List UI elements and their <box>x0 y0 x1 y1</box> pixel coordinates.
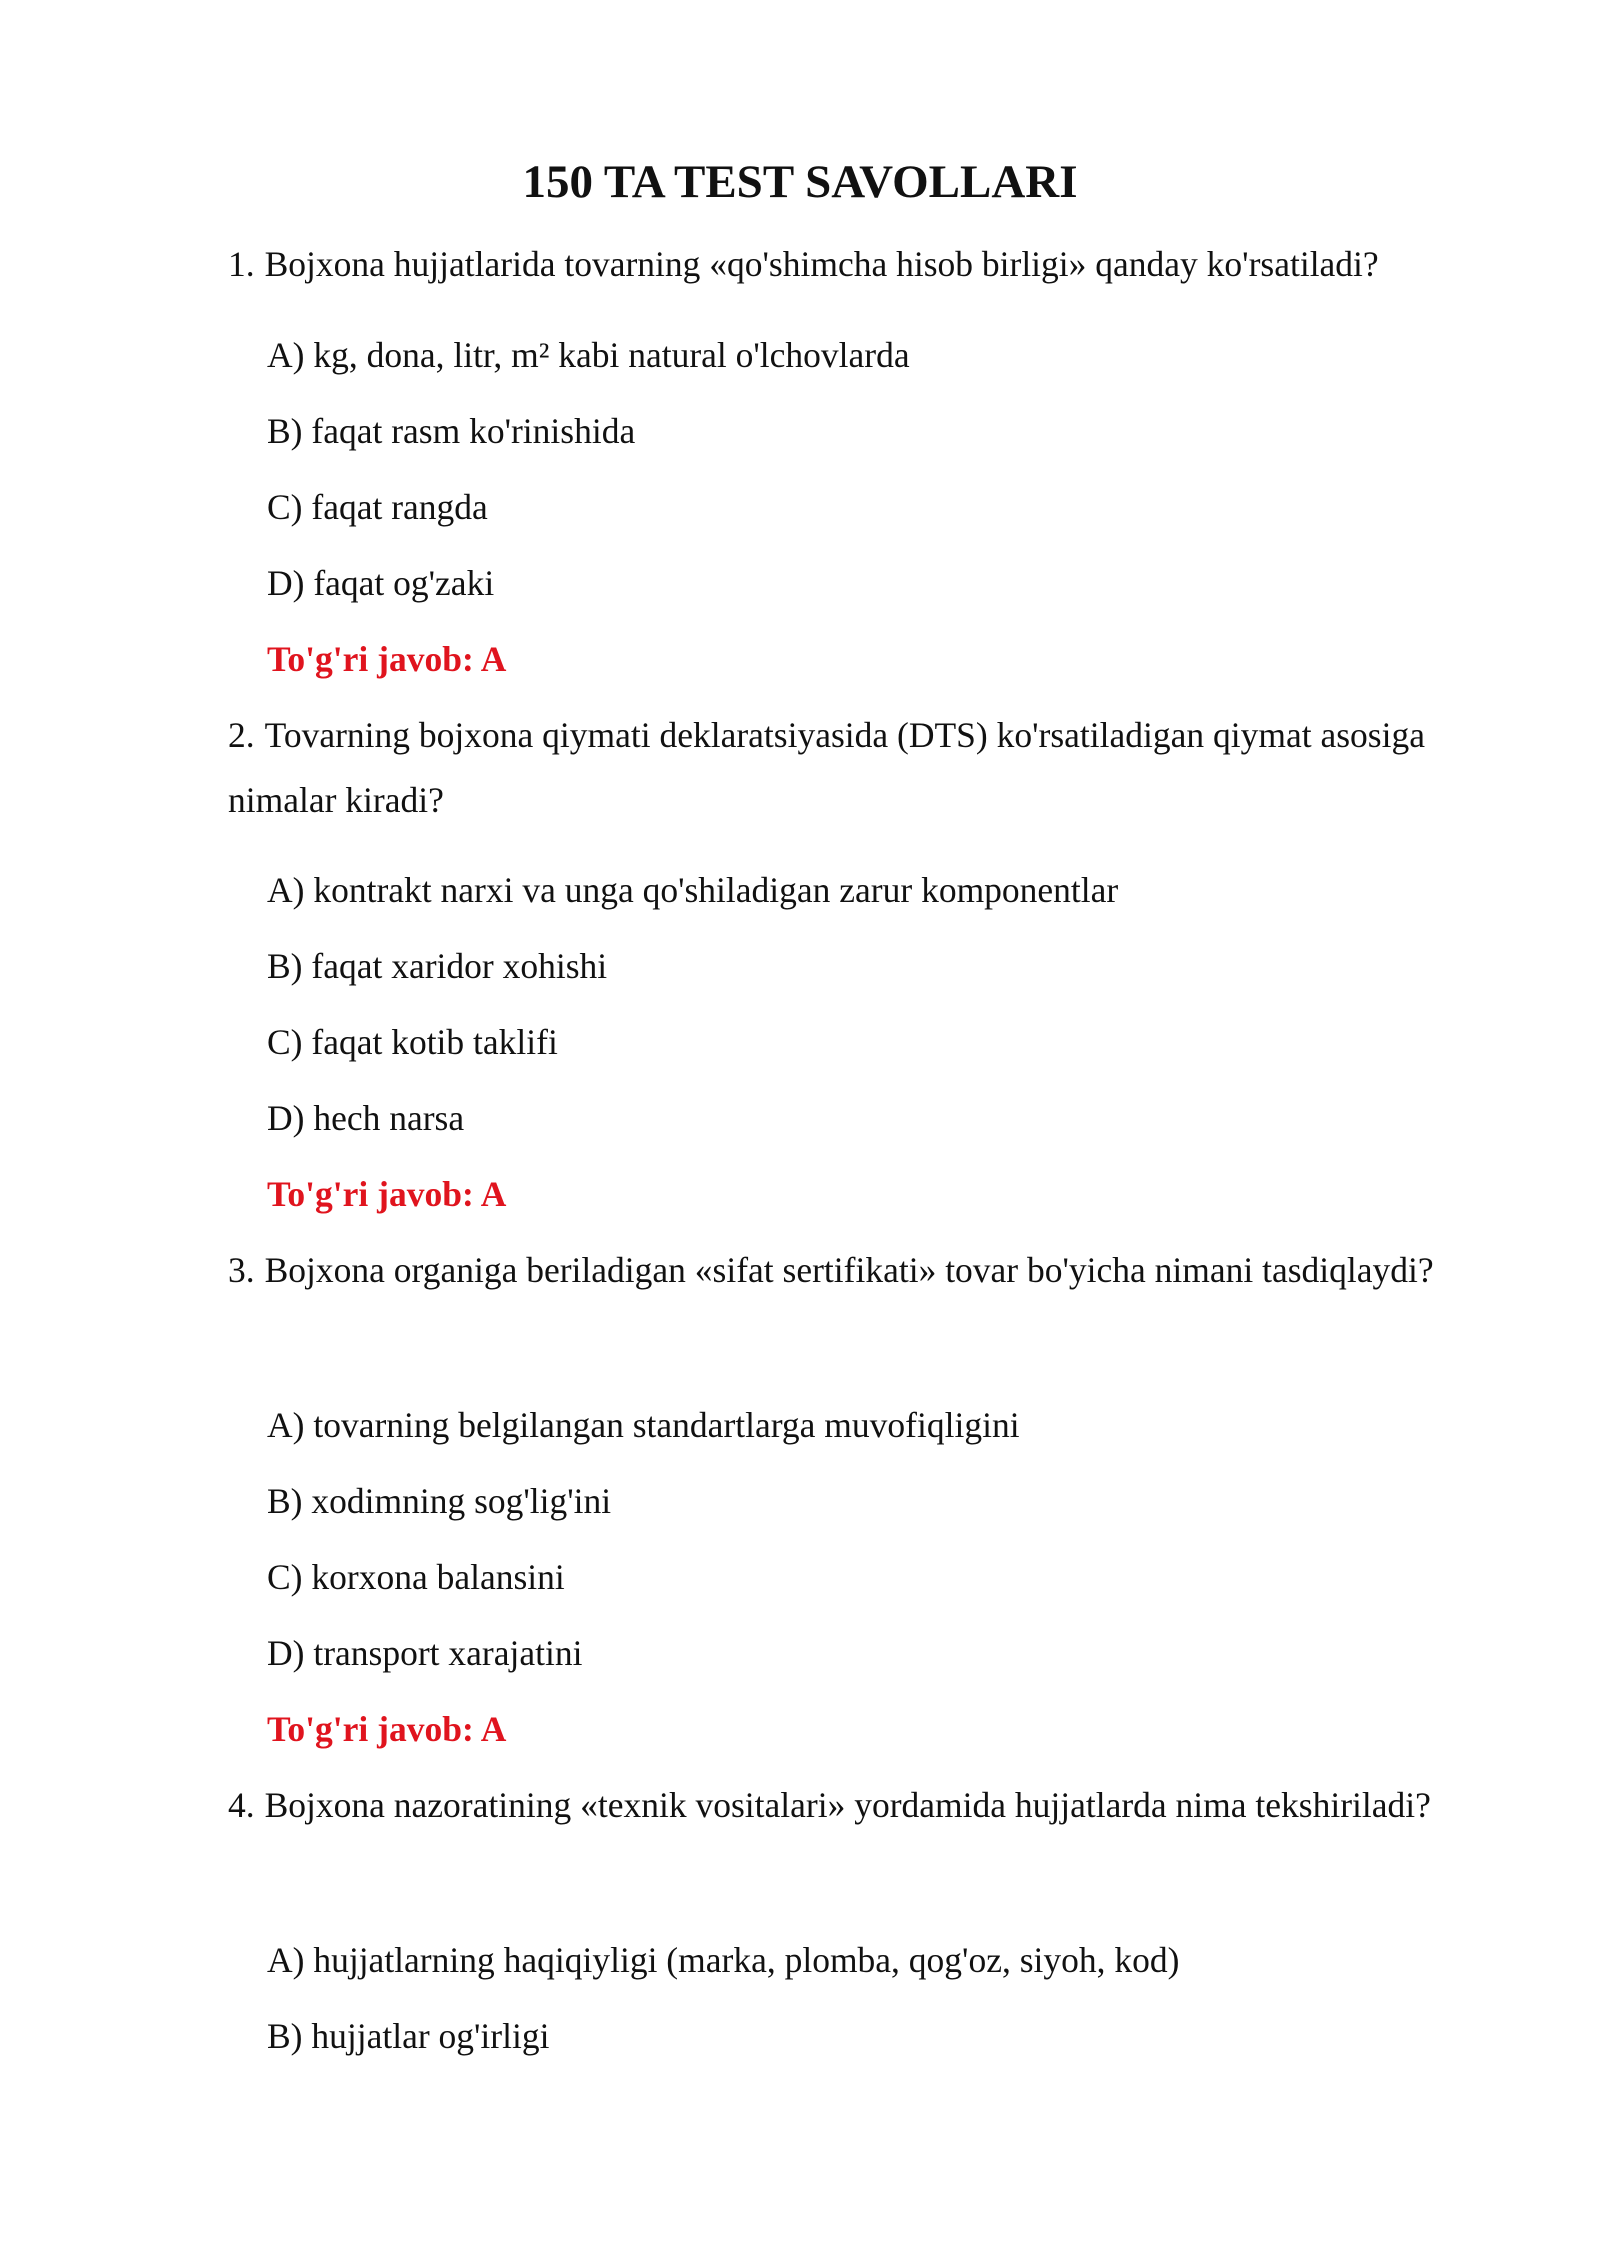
document-title: 150 TA TEST SAVOLLARI <box>522 156 1078 208</box>
option-c: C) faqat rangda <box>267 487 488 527</box>
option-b: B) faqat rasm ko'rinishida <box>267 411 636 451</box>
question-number: 2. <box>228 715 255 755</box>
option-a: A) kg, dona, litr, m² kabi natural o'lchovlarda <box>267 335 910 375</box>
correct-answer: To'g'ri javob: A <box>267 639 507 679</box>
option-b: B) hujjatlar og'irligi <box>267 2016 550 2056</box>
option-a: A) hujjatlarning haqiqiyligi (marka, plomba, qog'oz, siyoh, kod) <box>267 1940 1180 1980</box>
question-text: Bojxona nazoratining «texnik vositalari» yordamida hujjatlarda nima tekshiriladi? <box>264 1785 1431 1825</box>
correct-answer: To'g'ri javob: A <box>267 1174 507 1214</box>
option-c: C) korxona balansini <box>267 1557 565 1597</box>
question-number: 3. <box>228 1250 255 1290</box>
question-4 <box>228 1773 1458 1838</box>
option-b: B) xodimning sog'lig'ini <box>267 1481 612 1521</box>
option-d: D) hech narsa <box>267 1098 465 1138</box>
option-c: C) faqat kotib taklifi <box>267 1022 558 1062</box>
question-text: Tovarning bojxona qiymati deklaratsiyasida (DTS) ko'rsatiladigan qiymat asosiga nimalar kiradi? <box>228 715 1425 820</box>
question-number: 4. <box>228 1785 255 1825</box>
option-b: B) faqat xaridor xohishi <box>267 946 608 986</box>
question-number: 1. <box>228 244 255 284</box>
question-text: Bojxona hujjatlarida tovarning «qo'shimcha hisob birligi» qanday ko'rsatiladi? <box>264 244 1379 284</box>
question-3 <box>228 1238 1458 1303</box>
question-text: Bojxona organiga beriladigan «sifat sertifikati» tovar bo'yicha nimani tasdiqlaydi? <box>264 1250 1434 1290</box>
option-a: A) kontrakt narxi va unga qo'shiladigan zarur komponentlar <box>267 870 1119 910</box>
option-d: D) faqat og'zaki <box>267 563 495 603</box>
question-1 <box>228 232 1458 297</box>
question-2 <box>228 703 1458 833</box>
option-a: A) tovarning belgilangan standartlarga muvofiqligini <box>267 1405 1020 1445</box>
correct-answer: To'g'ri javob: A <box>267 1709 507 1749</box>
option-d: D) transport xarajatini <box>267 1633 583 1673</box>
